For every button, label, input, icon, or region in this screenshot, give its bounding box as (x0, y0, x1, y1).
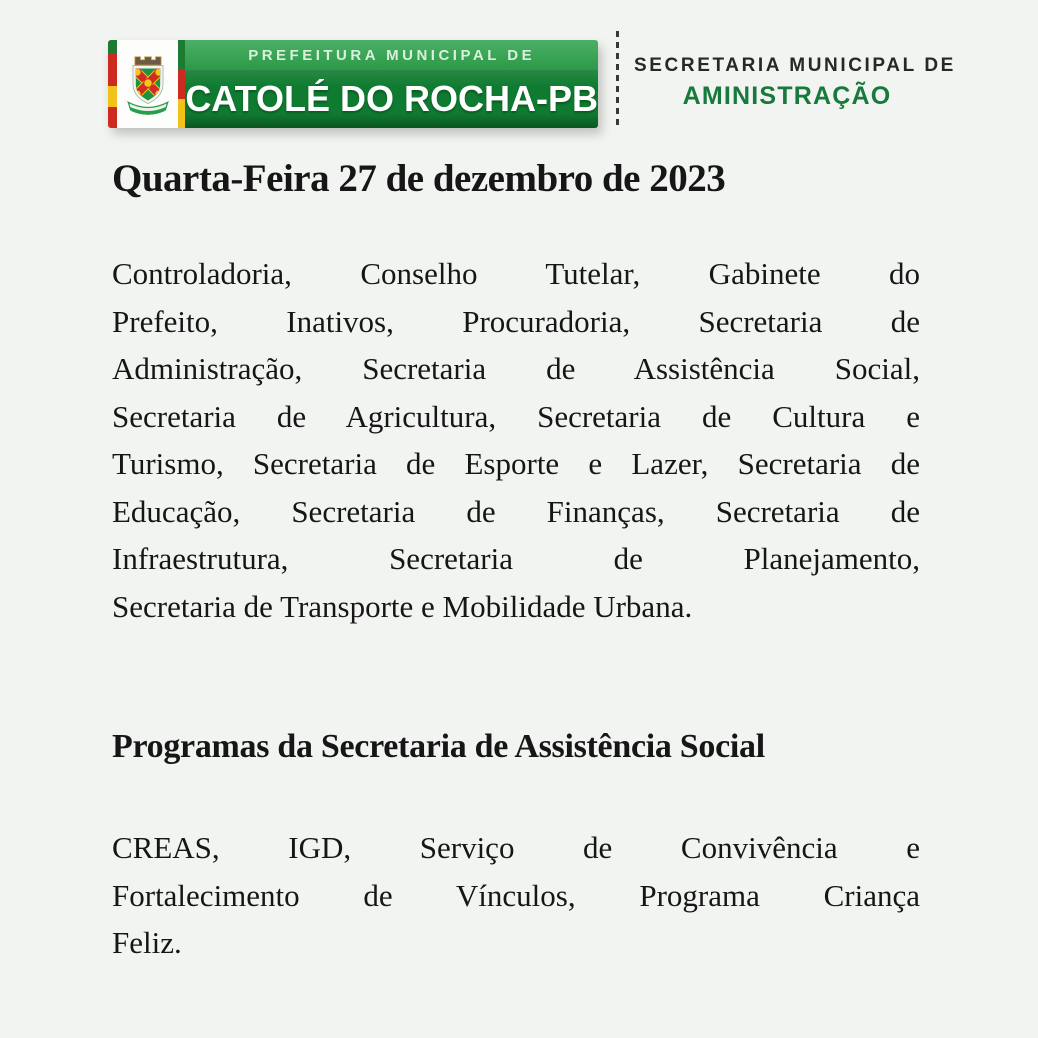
text-line: Educação, Secretaria de Finanças, Secretaria de (112, 493, 920, 529)
text-line: Secretaria de Transporte e Mobilidade Urbana. (112, 588, 693, 624)
text-line: Turismo, Secretaria de Esporte e Lazer, Secretaria de (112, 446, 920, 481)
banner-title: CATOLÉ DO ROCHA-PB (185, 70, 598, 128)
departments-paragraph (112, 250, 920, 630)
date-heading: Quarta-Feira 27 de dezembro de 2023 (112, 157, 726, 200)
text-line: Prefeito, Inativos, Procuradoria, Secretaria de (112, 303, 920, 339)
secretariat-block (634, 55, 956, 111)
programs-heading: Programas da Secretaria de Assistência Social (112, 728, 765, 765)
text-line: Infraestrutura, Secretaria de Planejamento, (112, 541, 920, 576)
programs-paragraph (112, 824, 920, 967)
text-line: Secretaria de Agricultura, Secretaria de Cultura e (112, 398, 920, 434)
text-line: Administração, Secretaria de Assistência Social, (112, 351, 920, 386)
coat-of-arms-box (117, 40, 178, 128)
dashed-divider (616, 31, 619, 128)
text-line: Feliz. (112, 925, 182, 960)
municipality-banner (108, 40, 598, 128)
flag-stripe-left (108, 40, 117, 128)
secretariat-label: SECRETARIA MUNICIPAL DE (634, 55, 956, 76)
mural-crown (134, 57, 160, 65)
text-line: CREAS, IGD, Serviço de Convivência e (112, 830, 920, 865)
text-line: Controladoria, Conselho Tutelar, Gabinete do (112, 256, 920, 291)
text-line: Fortalecimento de Vínculos, Programa Criança (112, 877, 920, 913)
secretariat-name: AMINISTRAÇÃO (682, 82, 892, 110)
banner-eyebrow: PREFEITURA MUNICIPAL DE (185, 40, 598, 70)
coat-of-arms-icon (123, 53, 173, 115)
banner-green-area (185, 40, 598, 128)
